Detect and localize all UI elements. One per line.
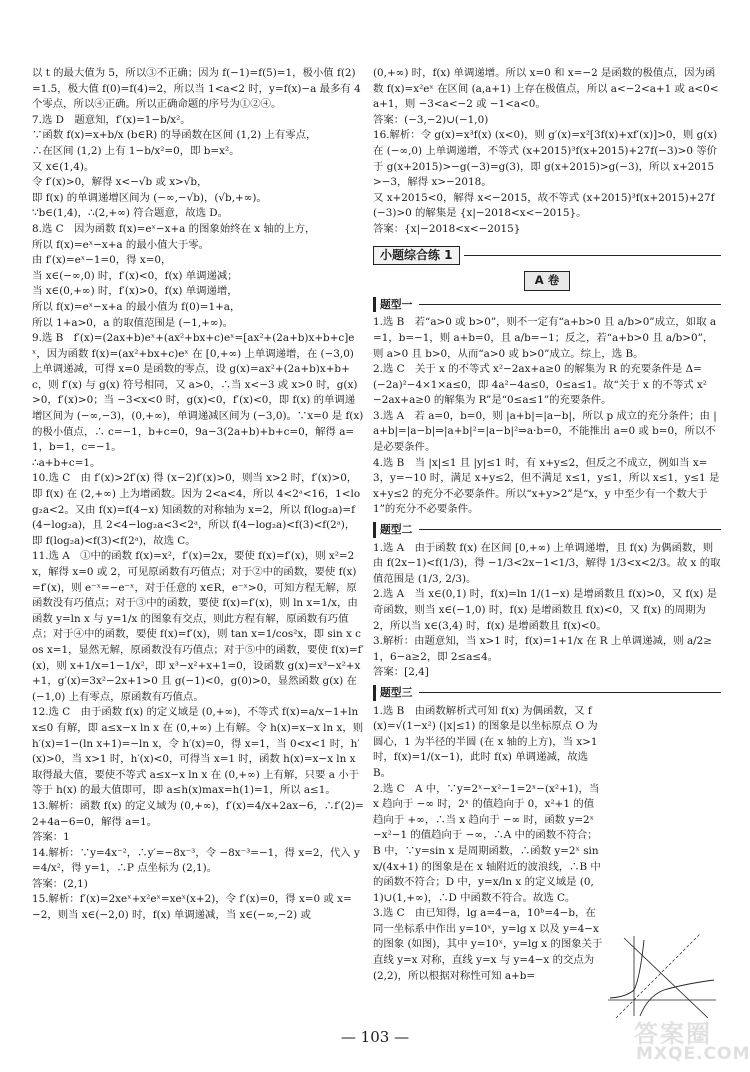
log-curve xyxy=(640,980,714,1016)
solution-paragraph: ∵b∈(1,4)，∴(2,+∞) 符合题意，故选 D。 xyxy=(32,207,229,220)
solution-paragraph: 15.解析：f′(x)=2xeˣ+x²eˣ=xeˣ(x+2)，令 f′(x)=0，得 x=0 或 x=−2，则当 x∈(−2,0) 时，f(x) 单调递减，当 x∈(−∞,−2) 或 xyxy=(32,893,352,922)
solution-paragraph: ∴在区间 (1,2) 上有 1−b/x²=0，即 b=x²。 xyxy=(32,144,240,157)
solution-paragraph: 答案：(2,1) xyxy=(32,877,88,890)
solution-paragraph: 当 x∈(−∞,0) 时，f′(x)<0，f(x) 单调递减； xyxy=(32,269,238,282)
answer-item: 1.选 A 由于函数 f(x) 在区间 [0,+∞) 上单调递增，且 f(x) 为偶函数，则由 f(2x−1)<f(1/3)，得 −1/3<2x−1<1/3，解得 1/3<x<2/3。故 x 的取值范围是 (1/3, 2/3)。 xyxy=(373,541,721,585)
solution-paragraph: 7.选 D 题意知，f′(x)=1−b/x²。 xyxy=(32,113,191,126)
question-type-2-answers xyxy=(373,541,721,681)
watermark-top: 答案圈 xyxy=(634,1020,712,1048)
solution-paragraph: 答案：(−3,−2)∪(−1,0) xyxy=(373,113,489,126)
line-y-eq-x xyxy=(616,934,700,1018)
answer-item: 2.选 A 当 x∈(0,1) 时，f(x)=ln 1/(1−x) 是增函数且 f(x)>0，又 f(x) 是奇函数，则当 x∈(−1,0) 时，f(x) 是增函数且 f(x)<0，又 f(x) 的周期为 2，所以当 x∈(3,4) 时，f(x) 是增函数且 f(x)<0。 xyxy=(373,588,717,632)
question-type-3-header xyxy=(373,685,721,701)
answer-item: 3.选 A 若 a=0，b=0，则 |a+b|=|a−b|，所以 p 成立的充分条件；由 |a+b|=|a−b|⇒|a+b|²=|a−b|²⇒a·b=0，不能推出 a=0 或 b=0，所以不是必要条件。 xyxy=(373,409,717,454)
question-type-3-rule xyxy=(419,692,721,693)
exp-curve xyxy=(610,940,644,998)
solution-paragraph: 9.选 B f′(x)=(2ax+b)eˣ+(ax²+bx+c)eˣ=[ax²+(2a+b)x+b+c]eˣ，因为函数 f(x)=(ax²+bx+c)eˣ 在 [0,+∞) 上单调递增，在 (−3,0) 上单调递减，可得 x=0 是函数的零点，设 g(x)=ax²+(2a+b)x+b+c，则 f′(x) 与 g(x) 符号相同，又 a>0，∴当 x<−3 或 x>0 时，g(x)>0，f′(x)>0；当 −3<x<0 时，g(x)<0，f′(x)<0，即 f(x) 的单调递增区间为 (−∞,−3)，(0,+∞)，单调递减区间为 (−3,0)。∵x=0 是 f(x) 的极小值点，∴ c=−1，b+c=0，9a−3(2a+b)+b+c=0，解得 a=1，b=1，c=−1。 xyxy=(32,332,364,454)
section-rule xyxy=(464,255,721,256)
solution-paragraph: 所以 f(x)=eˣ−x+a 的最小值大于零。 xyxy=(32,238,210,251)
section-title: 小题综合练 1 xyxy=(373,246,460,266)
question-type-2-label: 题型二 xyxy=(373,522,416,538)
solution-paragraph: 13.解析：函数 f(x) 的定义域为 (0,+∞)，f′(x)=4/x+2ax−6，∴f′(2)=2+4a−6=0，解得 a=1。 xyxy=(32,799,364,828)
question-type-1-header xyxy=(373,297,721,313)
answer-item: 1.选 B 若“a>0 或 b>0”，则不一定有“a+b>0 且 a/b>0”成立，如取 a=1，b=−1，则 a+b=0，且 a/b=−1；反之，若“a+b>0 且 a/b>0”，则 a>0 且 b>0，从而“a>0 或 b>0”成立。综上，选 B。 xyxy=(373,316,717,360)
function-graph-figure xyxy=(604,934,720,1018)
paper-a-label: A 卷 xyxy=(524,271,570,291)
question-type-3-label: 题型三 xyxy=(373,685,416,701)
solution-paragraph: 10.选 C 由 f′(x)>2f′(x) 得 (x−2)f′(x)>0，则当 x>2 时，f′(x)>0，即 f(x) 在 (2,+∞) 上为增函数。因为 2<a<4，所以 4<2ᵃ<16，1<log₂a<2。又由 f(x)=f(4−x) 知函数的对称轴为 x=2，所以 f(log₂a)=f(4−log₂a)，且 2<4−log₂a<3<2ᵃ，所以 f(4−log₂a)<f(3)<f(2ᵃ)，即 f(log₂a)<f(3)<f(2ᵃ)，故选 C。 xyxy=(32,472,361,547)
solution-paragraph: 答案：{x|−2018<x<−2015} xyxy=(373,222,521,235)
answer-item: 答案：[2,4] xyxy=(373,666,429,679)
solution-paragraph: 16.解析：令 g(x)=x³f(x) (x<0)，则 g′(x)=x²[3f(x)+xf′(x)]>0，则 g(x) 在 (−∞,0) 上单调递增，不等式 (x+2015)³f(x+2015)+27f(−3)>0 等价于 g(x+2015)>−g(−3)=g(3)，即 g(x+2015)>g(−3)，所以 x+2015>−3，解得 x>−2018。 xyxy=(373,129,718,189)
answer-item: 4.选 B 当 |x|≤1 且 |y|≤1 时，有 x+y≤2，但反之不成立，例如当 x=3，y=−10 时，满足 x+y≤2，但不满足 x≤1，y≤1，所以 x≤1，y≤1 是 x+y≤2 的充分不必要条件。所以“x+y>2”是“x，y 中至少有一个数大于 1”的充分不必要条件。 xyxy=(373,456,720,516)
question-type-2-rule xyxy=(419,529,721,530)
answer-item: 1.选 B 由函数解析式可知 f(x) 为偶函数，又 f(x)=√(1−x²) (|x|≤1) 的图象是以坐标原点 O 为圆心，1 为半径的半圆 (在 x 轴的上方)，当 x>1 时，f(x)=1/(x−1)，此时 f(x) 单调递减，故选 B。 xyxy=(373,704,598,779)
answer-item: 2.选 C A 中，∵y=2ˣ−x²−1=2ˣ−(x²+1)，当 x 趋向于 −∞ 时，2ˣ 的值趋向于 0，x²+1 的值趋向于 +∞，∴当 x 趋向于 −∞ 时，函数 y=2ˣ−x²−1 的值趋向于 −∞，∴A 中的函数不符合；B 中，∵y=sin x 是周期函数，∴函数 y=2ˣ sin x/(4x+1) 的图象是在 x 轴附近的波浪线，∴B 中的函数不符合；D 中，y=x/ln x 的定义域是 (0,1)∪(1,+∞)，∴D 中函数不符合。故选 C。 xyxy=(373,782,601,904)
solution-paragraph: 由 f′(x)=eˣ−1=0，得 x=0， xyxy=(32,254,172,267)
solution-paragraph: 以 t 的最大值为 5，所以③不正确；因为 f(−1)=f(5)=1，极小值 f(2)=1.5，极大值 f(0)=f(4)=2，所以当 1<a<2 时，y=f(x)−a 最多有 4 个零点，所以④正确。所以正确命题的序号为①②④。 xyxy=(32,67,361,111)
answer-item: 2.选 C 关于 x 的不等式 x²−2ax+a≥0 的解集为 R 的充要条件是 Δ=(−2a)²−4×1×a≤0，即 4a²−4a≤0，0≤a≤1。故“关于 x 的不等式 x²−2ax+a≥0 的解集为 R”是“0≤a≤1”的充要条件。 xyxy=(373,363,707,407)
left-column xyxy=(32,66,364,924)
solution-paragraph: 11.选 A ①中的函数 f(x)=x²，f′(x)=2x，要使 f(x)=f′(x)，则 x²=2x，解得 x=0 或 2，可见原函数有巧值点；对于②中的函数，要使 f(x)=f′(x)，则 e⁻ˣ=−e⁻ˣ，对于任意的 x∈R，e⁻ˣ>0，可知方程无解，原函数没有巧值点；对于③中的函数，要使 f(x)=f′(x)，则 ln x=1/x，由函数 y=ln x 与 y=1/x 的图象有交点，则此方程有解，原函数有巧值点；对于④中的函数，要使 f(x)=f′(x)，则 tan x=1/cos²x，即 sin x cos x=1，显然无解，原函数没有巧值点；对于⑤中的函数，要使 f(x)=f′(x)，则 x+1/x=1−1/x²，即 x³−x²+x+1=0，设函数 g(x)=x³−x²+x+1，g′(x)=3x²−2x+1>0 且 g(−1)<0，g(0)>0，显然函数 g(x) 在 (−1,0) 上有零点，原函数有巧值点。 xyxy=(32,550,364,703)
solution-paragraph: 当 x∈(0,+∞) 时，f′(x)>0，f(x) 单调递增， xyxy=(32,285,238,298)
solution-paragraph: 所以 1+a>0，a 的取值范围是 (−1,+∞)。 xyxy=(32,316,233,329)
paper-a-header xyxy=(373,271,721,291)
answer-item: 3.选 C 由已知得，lg a=4−a，10ᵇ=4−b，在同一坐标系中作出 y=10ˣ，y=lg x 以及 y=4−x 的图象 (如图)，其中 y=10ˣ，y=lg x 的图象关于直线 y=x 对称，直线 y=x 与 y=4−x 的交点为 (2,2)，所以根据对称性可知 a+b= xyxy=(373,907,603,982)
solution-paragraph: ∴a+b+c=1。 xyxy=(32,456,101,469)
page-number: — 103 — xyxy=(340,1028,410,1046)
question-type-1-rule xyxy=(419,304,721,305)
solution-paragraph: ∵函数 f(x)=x+b/x (b∈R) 的导函数在区间 (1,2) 上有零点， xyxy=(32,129,317,142)
answers-continued xyxy=(373,66,721,238)
solution-paragraph: 答案：1 xyxy=(32,831,70,844)
watermark-bottom: MXQE.COM xyxy=(636,1044,750,1064)
question-type-1-answers xyxy=(373,315,721,518)
right-column xyxy=(373,66,721,984)
question-type-2-header xyxy=(373,522,721,538)
solution-paragraph: 即 f(x) 的单调递增区间为 (−∞,−√b)，(√b,+∞)。 xyxy=(32,191,267,204)
watermark-logo xyxy=(628,1014,750,1066)
solution-paragraph: 14.解析：∵y=4x⁻²，∴y′=−8x⁻³，令 −8x⁻³=−1，得 x=2，代入 y=4/x²，得 y=1，∴P 点坐标为 (2,1)。 xyxy=(32,846,360,875)
solution-paragraph: 12.选 C 由于函数 f(x) 的定义域是 (0,+∞)，不等式 f(x)=a/x−1+ln x≤0 有解，即 a≤x−x ln x 在 (0,+∞) 上有解。令 h(x)=x−x ln x，则 h′(x)=1−(ln x+1)=−ln x，令 h′(x)=0，得 x=1，当 0<x<1 时，h′(x)>0，当 x>1 时，h′(x)<0，可得当 x=1 时，函数 h(x)=x−x ln x 取得最大值，要使不等式 a≤x−x ln x 在 (0,+∞) 上有解，只要 a 小于等于 h(x) 的最大值即可，即 a≤h(x)max=h(1)=1，所以 a≤1。 xyxy=(32,706,364,797)
solution-paragraph: 令 f′(x)>0，解得 x<−√b 或 x>√b， xyxy=(32,176,208,189)
solution-paragraph: (0,+∞) 时，f(x) 单调递增。所以 x=0 和 x=−2 是函数的极值点，因为函数 f(x)=x²eˣ 在区间 (a,a+1) 上存在极值点，所以 a<−2<a+1 或 a<0<a+1，则 −3<a<−2 或 −1<a<0。 xyxy=(373,67,719,111)
solution-paragraph: 8.选 C 因为函数 f(x)=eˣ−x+a 的图象始终在 x 轴的上方， xyxy=(32,222,316,235)
solution-paragraph: 又 x+2015<0，解得 x<−2015，故不等式 (x+2015)³f(x+2015)+27f(−3)>0 的解集是 {x|−2018<x<−2015}。 xyxy=(373,191,715,220)
solution-paragraph: 所以 f(x)=eˣ−x+a 的最小值为 f(0)=1+a， xyxy=(32,300,241,313)
solution-paragraph: 又 x∈(1,4)。 xyxy=(32,160,95,173)
question-type-1-label: 题型一 xyxy=(373,297,416,313)
answer-item: 3.解析：由题意知，当 x>1 时，f(x)=1+1/x 在 R 上单调递减，则 a/2≥1，6−a≥2，即 2≤a≤4。 xyxy=(373,635,712,663)
section-header xyxy=(373,246,721,266)
line-y-eq-4-minus-x xyxy=(624,938,708,1018)
